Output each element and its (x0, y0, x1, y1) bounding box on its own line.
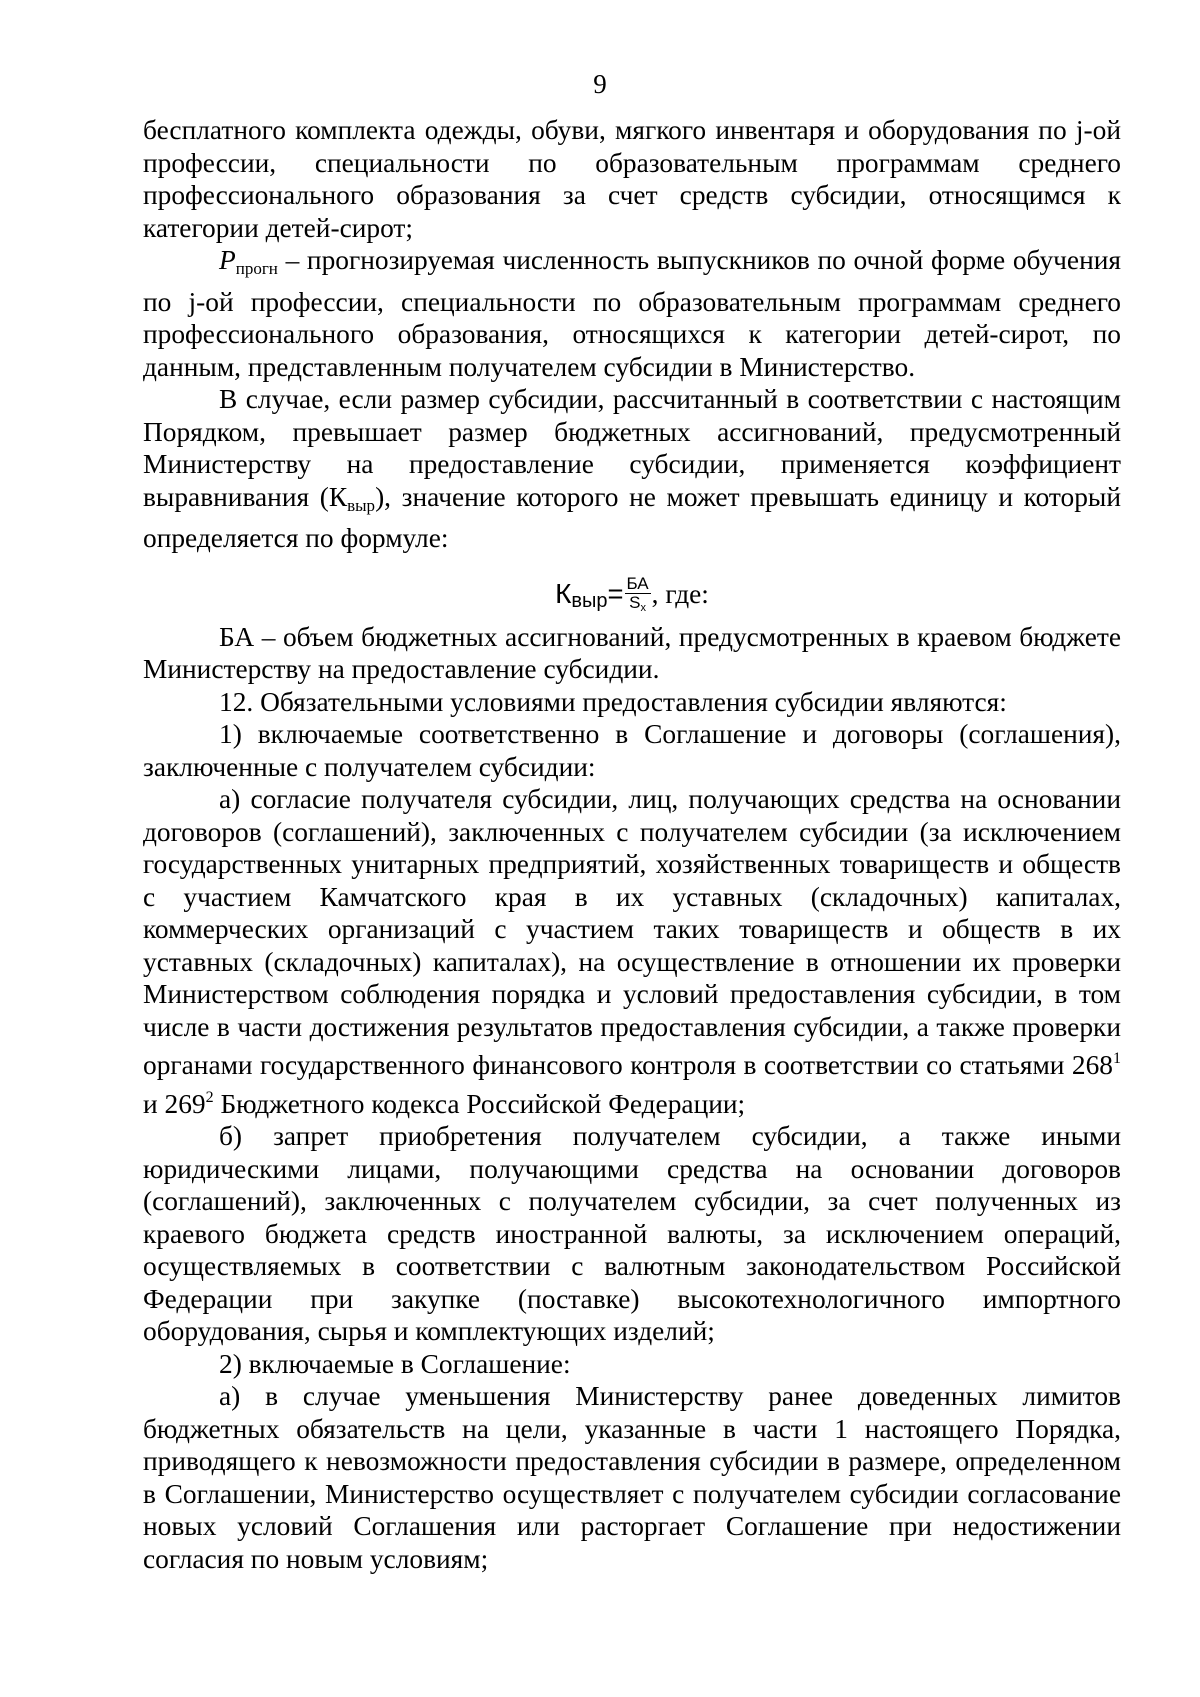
paragraph-item-1: 1) включаемые соответственно в Соглашение и договоры (соглашения), заключенные с получателем субсидии: (143, 719, 1121, 782)
paragraph-ba-definition: БА – объем бюджетных ассигнований, предусмотренных в краевом бюджете Министерству на предоставление субсидии. (143, 621, 1121, 685)
paragraph-item-1b: б) запрет приобретения получателем субсидии, а также иными юридическими лицами, получающими средства на основании договоров (соглашений), заключенных с получателем субсидии, за счет полученных из краевого бюджета средств иностранной валюты, за исключением операций, осуществляемых в соответствии с валютным законодательством Российской Федерации при закупке (поставке) высокотехнологичного импортного оборудования, сырья и комплектующих изделий; (143, 1121, 1121, 1347)
paragraph-item-2: 2) включаемые в Соглашение: (219, 1348, 571, 1379)
paragraph-item-2a: а) в случае уменьшения Министерству ранее доведенных лимитов бюджетных обязательств на цели, указанные в части 1 настоящего Порядка, приводящего к невозможности предоставления субсидии в размере, определенном в Соглашении, Министерство осуществляет с получателем субсидии согласование новых условий Соглашения или расторгает Соглашение при недостижении согласия по новым условиям; (143, 1381, 1121, 1574)
document-body (143, 114, 1121, 1575)
formula-numerator: БА (626, 573, 649, 593)
paragraph-mandatory-conditions: 12. Обязательными условиями предоставления субсидии являются: (219, 686, 1007, 717)
page-number: 9 (593, 69, 607, 99)
paragraph-alignment-coefficient: В случае, если размер субсидии, рассчитанный в соответствии с настоящим Порядком, превышает размер бюджетных ассигнований, предусмотренный Министерству на предоставление субсидии, применяется коэффициент выравнивания $(К_{выр})$, значение которого не может превышать единицу и который определяется по формуле: (143, 384, 1121, 553)
paragraph-item-1a: а) согласие получателя субсидии, лиц, получающих средства на основании договоров (соглашений), заключенных с получателем субсидии (за исключением государственных унитарных предприятий, хозяйственных товариществ и обществ с участием Камчатского края в их уставных (складочных) капиталах, коммерческих организаций с участием таких товариществ и обществ в их уставных (складочных) капиталах), на осуществление в отношении их проверки Министерством соблюдения порядка и условий предоставления субсидии, в том числе в части достижения результатов предоставления субсидии, а также проверки органами государственного финансового контроля в соответствии со статьями $268^1$ и $269^2$ Бюджетного кодекса Российской Федерации; (143, 784, 1121, 1119)
formula-fraction (625, 575, 651, 617)
formula-equals: = (607, 577, 624, 609)
formula-k: К (555, 577, 572, 609)
formula-k-sub: выр (571, 589, 608, 612)
paragraph-graduates-forecast: $P_{прогн}$ – прогнозируемая численность выпускников по очной форме обучения по j-ой профессии, специальности по образовательным программам среднего профессионального образования, относящихся к категории детей-сирот, по данным, представленным получателем субсидии в Министерство. (143, 245, 1121, 382)
formula-denominator: Sx (629, 592, 646, 614)
formula-k-vyr (143, 575, 1121, 617)
formula-tail: , где: (651, 578, 709, 609)
symbol-p-progn: $P_{прогн}$ (219, 245, 278, 278)
paragraph-clothing-set: бесплатного комплекта одежды, обуви, мягкого инвентаря и оборудования по j-ой профессии, специальности по образовательным программам среднего профессионального образования за счет средств субсидии, относящимся к категории детей-сирот; (143, 115, 1121, 243)
